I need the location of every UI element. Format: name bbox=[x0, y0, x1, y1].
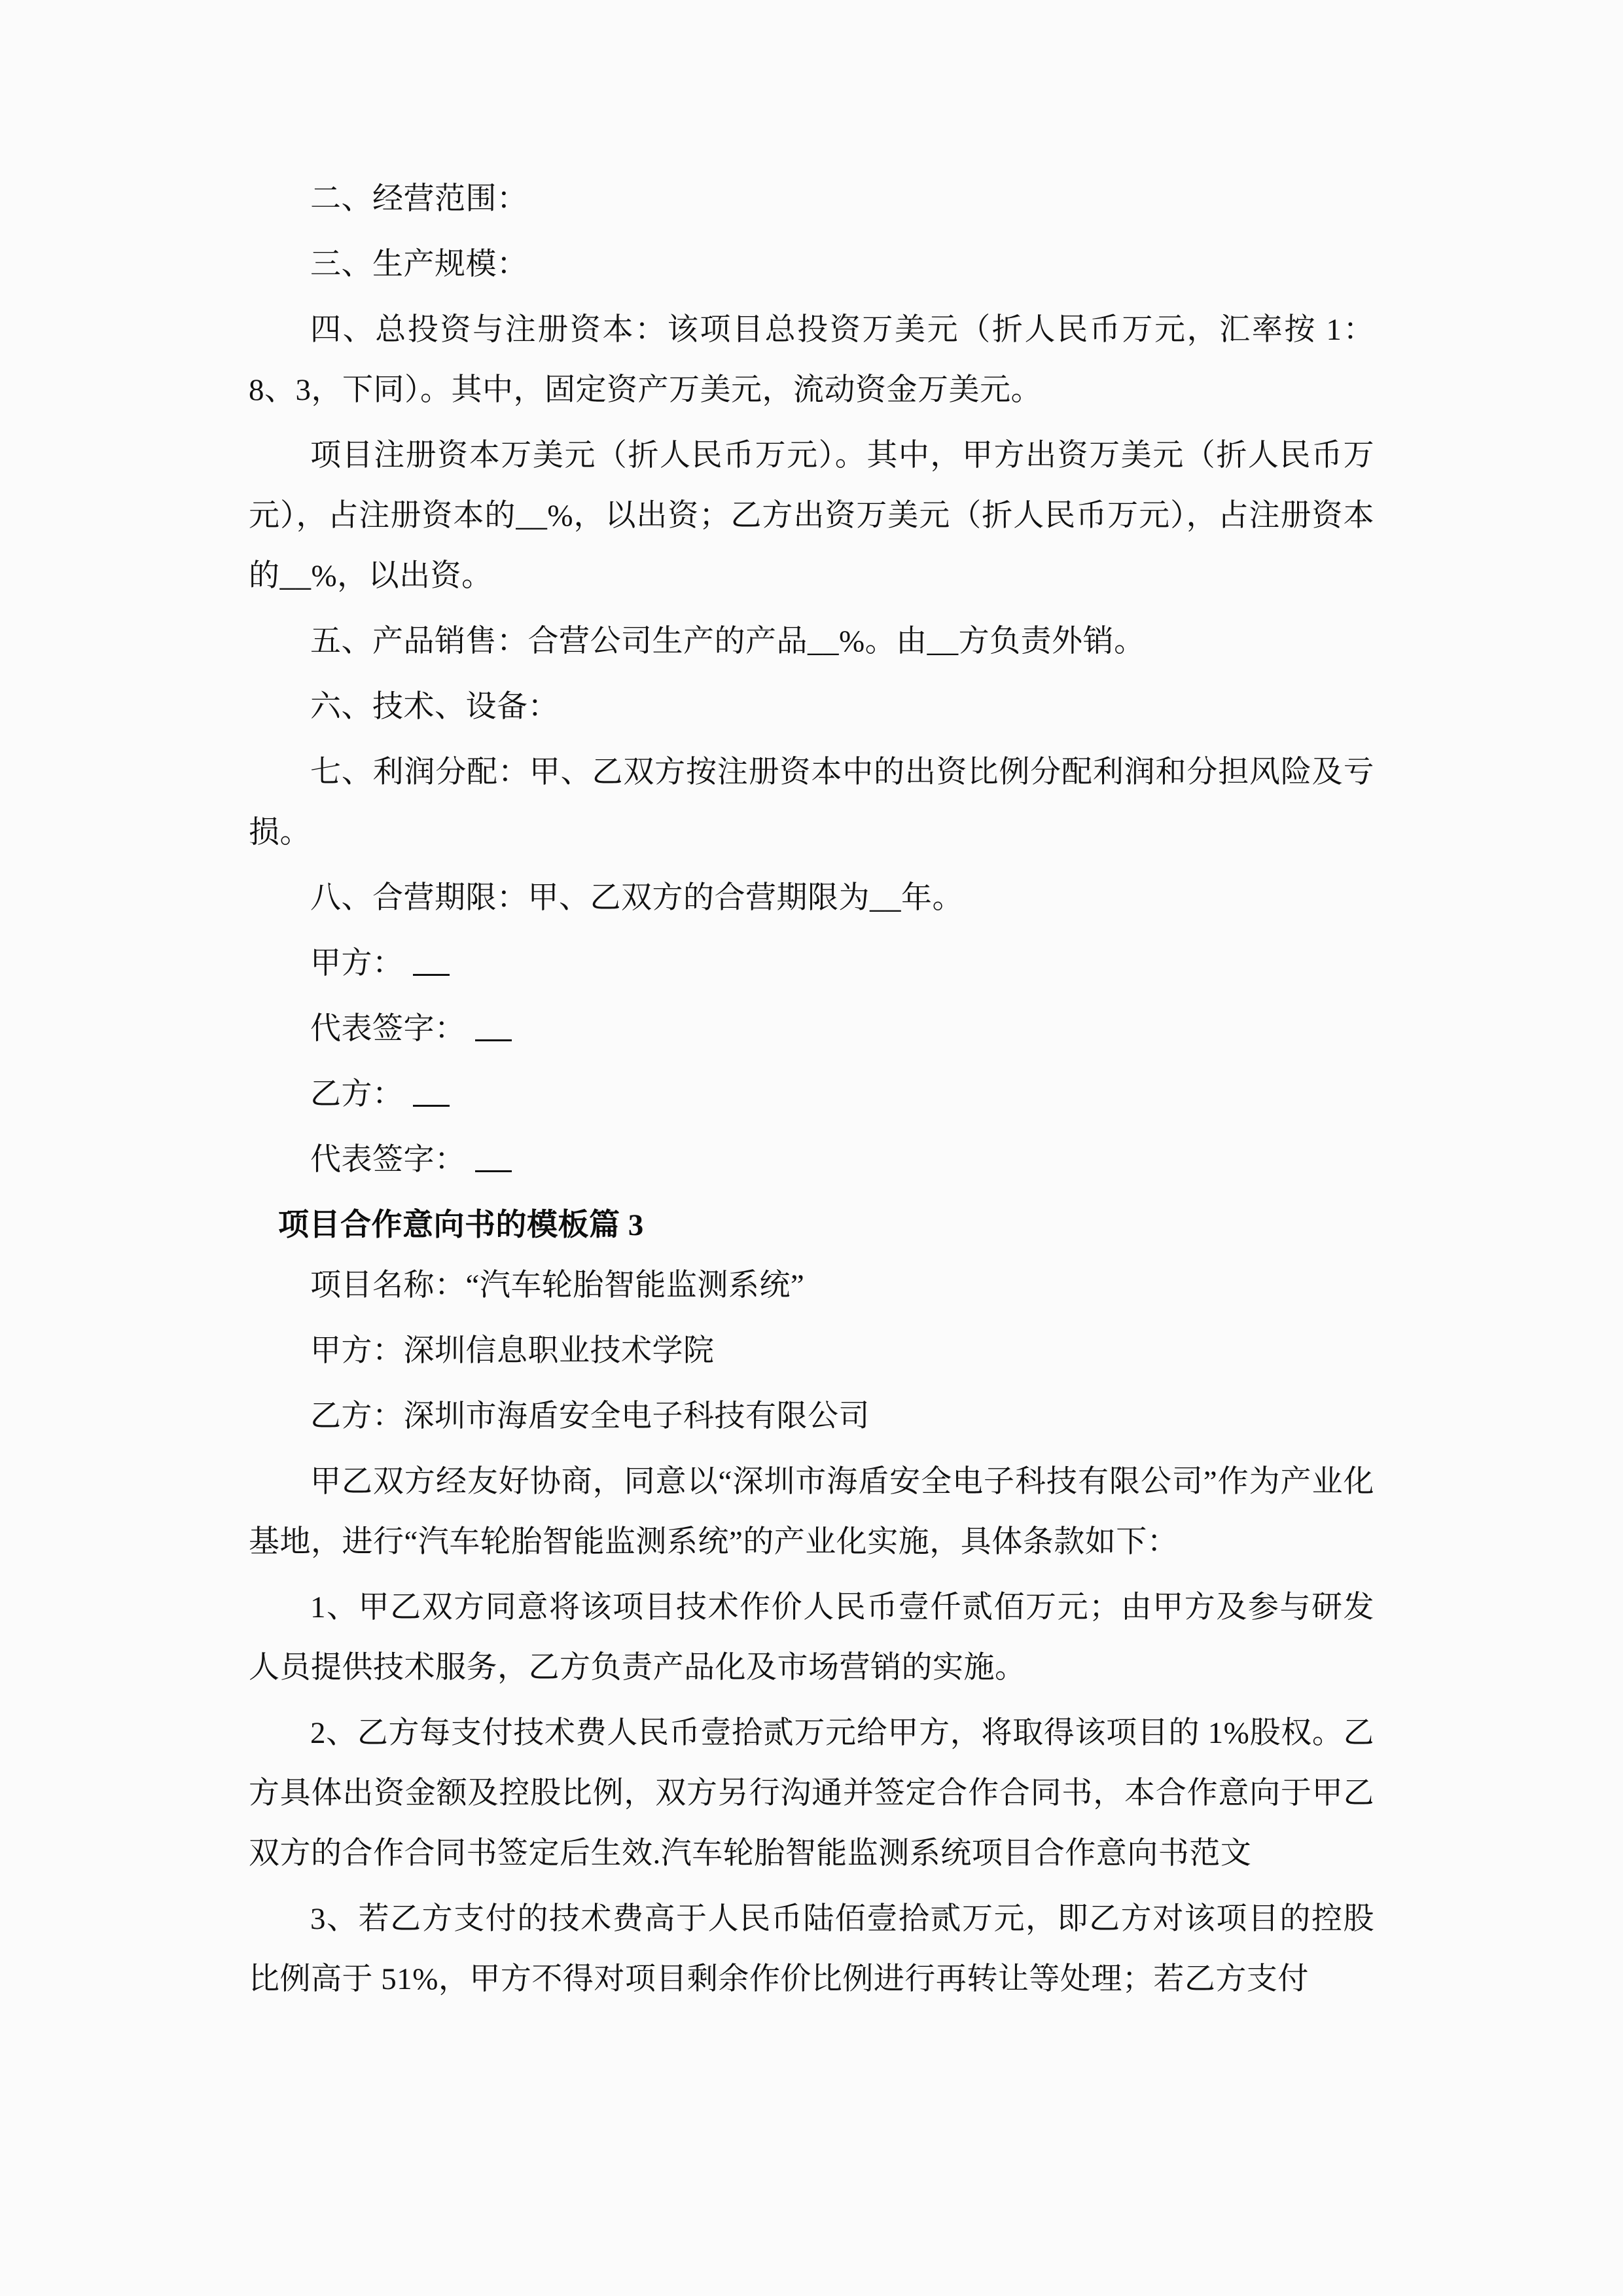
paragraph-clause-5: 五、产品销售：合营公司生产的产品__%。由__方负责外销。 bbox=[310, 624, 1145, 658]
paragraph-item-3: 3、若乙方支付的技术费高于人民币陆佰壹拾贰万元，即乙方对该项目的控股比例高于 51%，甲方不得对项目剩余作价比例进行再转让等处理；若乙方支付 bbox=[249, 1902, 1374, 1996]
paragraph-clause-3: 三、生产规模： bbox=[310, 247, 528, 281]
signature-party-b-representative-label: 代表签字： bbox=[310, 1143, 466, 1177]
paragraph-registered-capital: 项目注册资本万美元（折人民币万元）。其中，甲方出资万美元（折人民币万元），占注册资本的__%，以出资；乙方出资万美元（折人民币万元），占注册资本的__%，以出资。 bbox=[249, 439, 1374, 593]
signature-party-b-representative-blank[interactable] bbox=[475, 1170, 512, 1172]
paragraph-party-b: 乙方：深圳市海盾安全电子科技有限公司 bbox=[310, 1399, 870, 1433]
signature-party-a-blank[interactable] bbox=[413, 974, 450, 976]
signature-party-b-blank[interactable] bbox=[413, 1105, 450, 1107]
signature-party-a-representative-blank[interactable] bbox=[475, 1039, 512, 1041]
paragraph-item-1: 1、甲乙双方同意将该项目技术作价人民币壹仟贰佰万元；由甲方及参与研发人员提供技术服务，乙方负责产品化及市场营销的实施。 bbox=[249, 1590, 1374, 1685]
signature-party-b-representative bbox=[249, 1130, 1374, 1190]
signature-party-a-representative-label: 代表签字： bbox=[310, 1012, 466, 1046]
document-text-body bbox=[249, 169, 1374, 2009]
signature-party-a bbox=[249, 933, 1374, 994]
signature-party-b bbox=[249, 1064, 1374, 1124]
signature-party-b-label: 乙方： bbox=[310, 1077, 404, 1111]
signature-party-a-label: 甲方： bbox=[310, 946, 404, 980]
signature-party-a-representative bbox=[249, 999, 1374, 1059]
paragraph-clause-2: 二、经营范围： bbox=[310, 182, 528, 216]
paragraph-preamble: 甲乙双方经友好协商，同意以“深圳市海盾安全电子科技有限公司”作为产业化基地，进行“汽车轮胎智能监测系统”的产业化实施，具体条款如下： bbox=[249, 1465, 1374, 1559]
paragraph-clause-8: 八、合营期限：甲、乙双方的合营期限为__年。 bbox=[310, 881, 963, 915]
paragraph-item-2: 2、乙方每支付技术费人民币壹拾贰万元给甲方，将取得该项目的 1%股权。乙方具体出资金额及控股比例，双方另行沟通并签定合作合同书，本合作意向于甲乙双方的合作合同书签定后生效.汽车轮胎智能监测系统项目合作意向书范文 bbox=[249, 1716, 1374, 1871]
paragraph-clause-6: 六、技术、设备： bbox=[310, 690, 559, 724]
paragraph-clause-7: 七、利润分配：甲、乙双方按注册资本中的出资比例分配利润和分担风险及亏损。 bbox=[249, 755, 1374, 850]
heading-template-3: 项目合作意向书的模板篇 3 bbox=[278, 1208, 644, 1242]
paragraph-project-name: 项目名称：“汽车轮胎智能监测系统” bbox=[310, 1268, 805, 1302]
paragraph-clause-4: 四、总投资与注册资本：该项目总投资万美元（折人民币万元，汇率按 1：8、3，下同）。其中，固定资产万美元，流动资金万美元。 bbox=[249, 313, 1374, 407]
paragraph-party-a: 甲方：深圳信息职业技术学院 bbox=[310, 1334, 715, 1368]
